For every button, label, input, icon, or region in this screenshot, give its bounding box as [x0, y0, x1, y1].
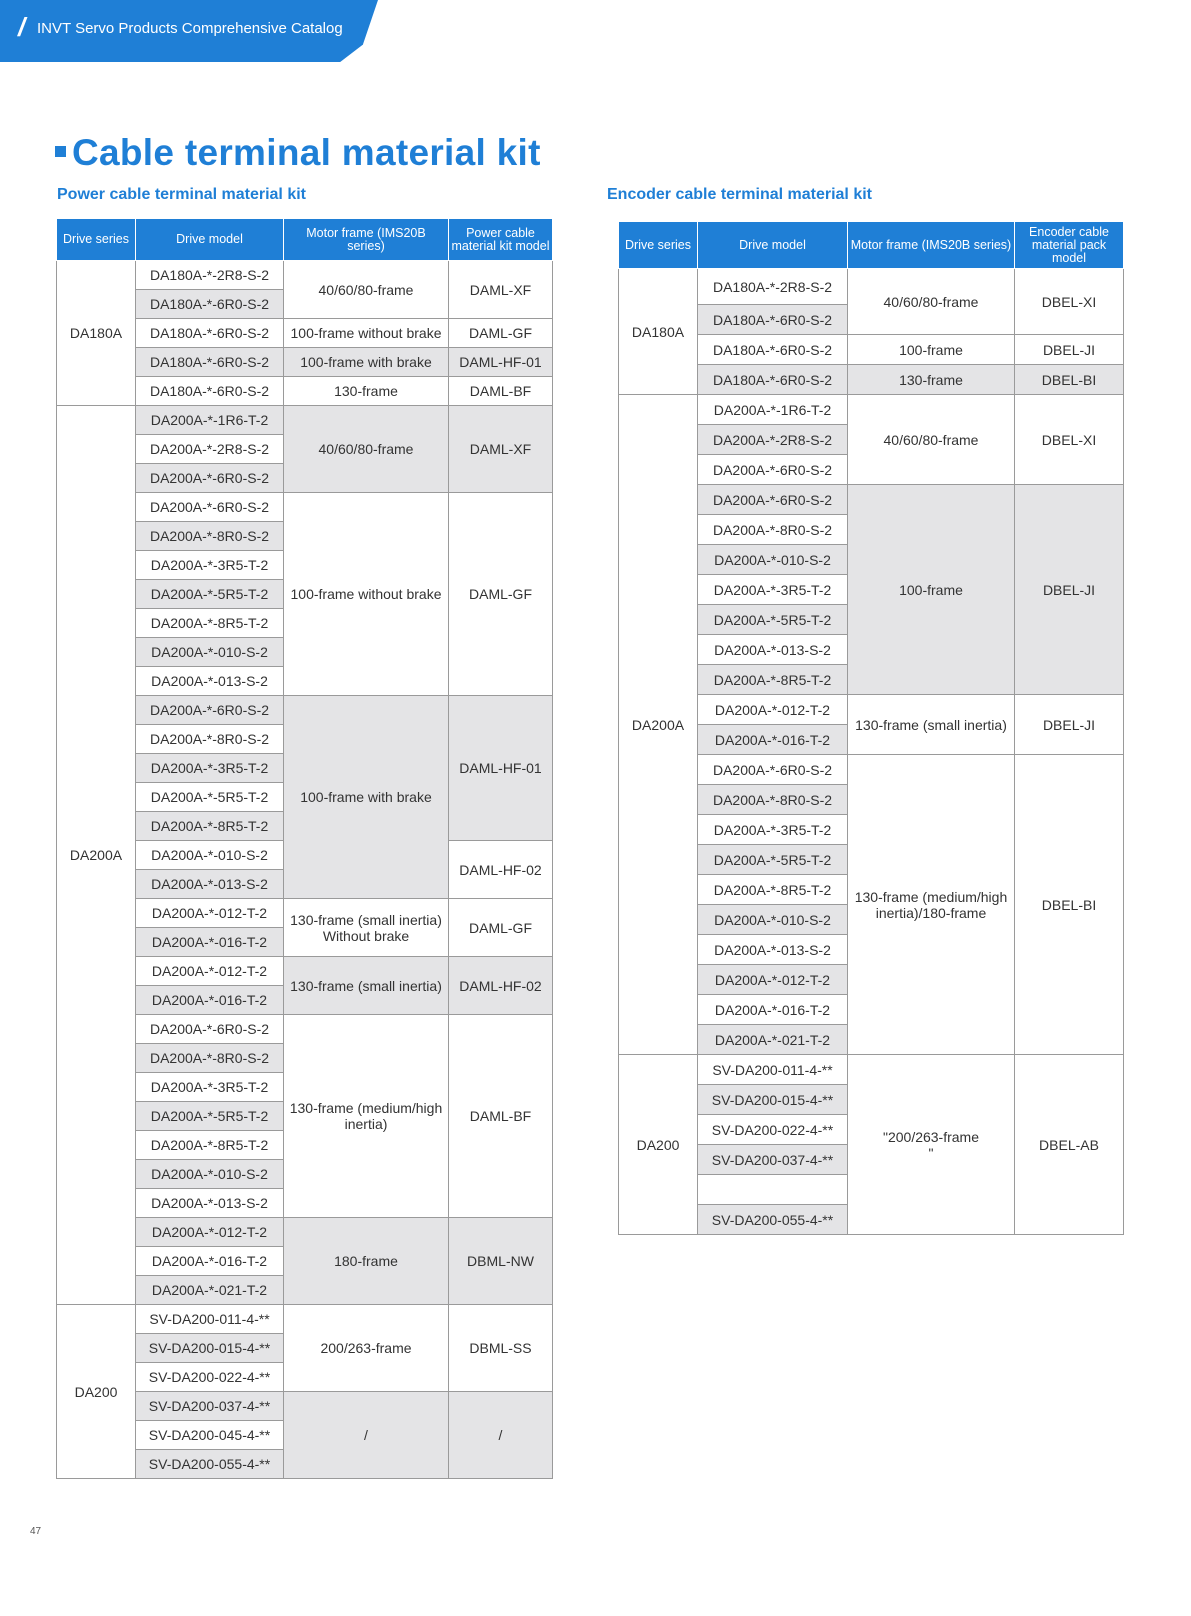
col-header-drive-series: Drive series — [57, 219, 136, 261]
drive-series-cell: DA180A — [619, 269, 698, 395]
drive-model-cell: DA200A-*-8R0-S-2 — [698, 515, 848, 545]
motor-frame-cell: 100-frame without brake — [284, 319, 449, 348]
drive-series-cell: DA200A — [619, 395, 698, 1055]
drive-model-cell: DA200A-*-5R5-T-2 — [136, 783, 284, 812]
drive-series-cell: DA180A — [57, 261, 136, 406]
drive-model-cell: DA180A-*-6R0-S-2 — [136, 319, 284, 348]
col-header-motor-frame: Motor frame (IMS20B series) — [284, 219, 449, 261]
motor-frame-cell: 130-frame — [848, 365, 1015, 395]
drive-model-cell: DA200A-*-013-S-2 — [136, 870, 284, 899]
drive-model-cell: SV-DA200-011-4-** — [136, 1305, 284, 1334]
drive-model-cell: DA200A-*-013-S-2 — [698, 935, 848, 965]
drive-model-cell: DA180A-*-6R0-S-2 — [136, 290, 284, 319]
drive-model-cell: DA200A-*-8R5-T-2 — [698, 665, 848, 695]
drive-model-cell: DA200A-*-8R5-T-2 — [698, 875, 848, 905]
kit-model-cell: / — [449, 1392, 553, 1479]
motor-frame-cell: 130-frame — [284, 377, 449, 406]
drive-model-cell: DA200A-*-6R0-S-2 — [136, 464, 284, 493]
motor-frame-cell: 100-frame — [848, 335, 1015, 365]
table-row — [619, 395, 1124, 425]
drive-model-cell: DA200A-*-3R5-T-2 — [136, 551, 284, 580]
drive-model-cell: DA200A-*-012-T-2 — [136, 957, 284, 986]
page-title — [55, 132, 541, 174]
kit-model-cell: DBEL-JI — [1015, 335, 1124, 365]
drive-model-cell: DA200A-*-3R5-T-2 — [698, 815, 848, 845]
drive-model-cell: DA200A-*-6R0-S-2 — [136, 493, 284, 522]
drive-model-cell: DA200A-*-3R5-T-2 — [136, 754, 284, 783]
kit-model-cell: DBEL-BI — [1015, 755, 1124, 1055]
page-number: 47 — [30, 1526, 42, 1537]
drive-model-cell: DA200A-*-016-T-2 — [136, 928, 284, 957]
kit-model-cell: DAML-HF-01 — [449, 696, 553, 841]
table-row — [619, 269, 1124, 305]
motor-frame-cell: 40/60/80-frame — [848, 395, 1015, 485]
drive-model-cell: DA200A-*-8R5-T-2 — [136, 609, 284, 638]
kit-model-cell: DAML-GF — [449, 493, 553, 696]
drive-model-cell: DA200A-*-5R5-T-2 — [136, 580, 284, 609]
encoder-kit-title: Encoder cable terminal material kit — [607, 186, 872, 203]
drive-model-cell: DA200A-*-010-S-2 — [698, 905, 848, 935]
motor-frame-cell: 130-frame (small inertia) Without brake — [284, 899, 449, 957]
motor-frame-cell: 100-frame with brake — [284, 348, 449, 377]
col-header-drive-model: Drive model — [136, 219, 284, 261]
motor-frame-cell: 130-frame (small inertia) — [284, 957, 449, 1015]
motor-frame-cell: 40/60/80-frame — [848, 269, 1015, 335]
drive-model-cell: DA200A-*-8R0-S-2 — [136, 725, 284, 754]
drive-model-cell: DA200A-*-3R5-T-2 — [698, 575, 848, 605]
kit-model-cell: DAML-HF-02 — [449, 841, 553, 899]
motor-frame-cell: 130-frame (medium/high inertia) — [284, 1015, 449, 1218]
kit-model-cell: DBEL-JI — [1015, 485, 1124, 695]
power-kit-title: Power cable terminal material kit — [57, 186, 306, 203]
kit-model-cell: DAML-HF-02 — [449, 957, 553, 1015]
drive-model-cell: SV-DA200-037-4-** — [698, 1145, 848, 1175]
motor-frame-cell: 100-frame without brake — [284, 493, 449, 696]
motor-frame-cell: 100-frame with brake — [284, 696, 449, 899]
motor-frame-cell: 130-frame (medium/high inertia)/180-frame — [848, 755, 1015, 1055]
drive-model-cell: SV-DA200-037-4-** — [136, 1392, 284, 1421]
motor-frame-cell: / — [284, 1392, 449, 1479]
drive-model-cell: DA200A-*-6R0-S-2 — [136, 1015, 284, 1044]
drive-model-cell: DA200A-*-013-S-2 — [698, 635, 848, 665]
drive-model-cell: DA200A-*-016-T-2 — [136, 1247, 284, 1276]
drive-series-cell: DA200A — [57, 406, 136, 1305]
drive-model-cell: DA200A-*-6R0-S-2 — [698, 455, 848, 485]
drive-model-cell: DA200A-*-012-T-2 — [698, 965, 848, 995]
drive-model-cell: SV-DA200-055-4-** — [136, 1450, 284, 1479]
motor-frame-cell: "200/263-frame " — [848, 1055, 1015, 1235]
drive-model-cell: DA200A-*-3R5-T-2 — [136, 1073, 284, 1102]
bullet-square-icon — [55, 146, 66, 157]
drive-model-cell: DA200A-*-016-T-2 — [136, 986, 284, 1015]
table-row — [619, 1055, 1124, 1085]
kit-model-cell: DBEL-BI — [1015, 365, 1124, 395]
drive-model-cell: DA200A-*-021-T-2 — [136, 1276, 284, 1305]
drive-model-cell: DA200A-*-6R0-S-2 — [698, 485, 848, 515]
drive-model-cell: DA200A-*-012-T-2 — [136, 1218, 284, 1247]
drive-model-cell: DA200A-*-016-T-2 — [698, 995, 848, 1025]
kit-model-cell: DBEL-XI — [1015, 395, 1124, 485]
drive-model-cell: DA200A-*-8R0-S-2 — [698, 785, 848, 815]
motor-frame-cell: 180-frame — [284, 1218, 449, 1305]
drive-model-cell: DA200A-*-010-S-2 — [136, 638, 284, 667]
col-header-drive-series: Drive series — [619, 222, 698, 269]
motor-frame-cell: 100-frame — [848, 485, 1015, 695]
drive-model-cell: DA200A-*-2R8-S-2 — [698, 425, 848, 455]
kit-model-cell: DAML-HF-01 — [449, 348, 553, 377]
kit-model-cell: DAML-BF — [449, 1015, 553, 1218]
col-header-kit-model: Encoder cable material pack model — [1015, 222, 1124, 269]
motor-frame-cell: 40/60/80-frame — [284, 261, 449, 319]
table-row — [57, 1305, 553, 1334]
kit-model-cell: DAML-BF — [449, 377, 553, 406]
motor-frame-cell: 130-frame (small inertia) — [848, 695, 1015, 755]
drive-model-cell: DA200A-*-8R5-T-2 — [136, 812, 284, 841]
kit-model-cell: DBEL-JI — [1015, 695, 1124, 755]
drive-model-cell: SV-DA200-011-4-** — [698, 1055, 848, 1085]
kit-model-cell: DBML-NW — [449, 1218, 553, 1305]
drive-model-cell: DA180A-*-6R0-S-2 — [136, 348, 284, 377]
banner-title: INVT Servo Products Comprehensive Catalog — [37, 20, 343, 37]
kit-model-cell: DAML-XF — [449, 261, 553, 319]
kit-model-cell: DAML-GF — [449, 899, 553, 957]
drive-model-cell: DA180A-*-6R0-S-2 — [698, 335, 848, 365]
slash-icon: / — [18, 12, 26, 42]
drive-model-cell: DA180A-*-6R0-S-2 — [136, 377, 284, 406]
encoder-kit-table — [618, 221, 1124, 1235]
drive-model-cell: SV-DA200-045-4-** — [136, 1421, 284, 1450]
drive-model-cell: SV-DA200-022-4-** — [698, 1115, 848, 1145]
drive-model-cell: DA200A-*-8R5-T-2 — [136, 1131, 284, 1160]
drive-model-cell: DA180A-*-2R8-S-2 — [136, 261, 284, 290]
drive-model-cell: DA200A-*-6R0-S-2 — [136, 696, 284, 725]
drive-model-cell: DA200A-*-6R0-S-2 — [698, 755, 848, 785]
drive-model-cell: SV-DA200-055-4-** — [698, 1205, 848, 1235]
drive-model-cell: DA180A-*-2R8-S-2 — [698, 269, 848, 305]
page-title-text: Cable terminal material kit — [72, 132, 541, 173]
kit-model-cell: DBML-SS — [449, 1305, 553, 1392]
col-header-drive-model: Drive model — [698, 222, 848, 269]
drive-model-cell: DA200A-*-013-S-2 — [136, 1189, 284, 1218]
drive-series-cell: DA200 — [57, 1305, 136, 1479]
drive-model-cell: DA200A-*-1R6-T-2 — [136, 406, 284, 435]
drive-series-cell: DA200 — [619, 1055, 698, 1235]
drive-model-cell: DA200A-*-010-S-2 — [136, 841, 284, 870]
drive-model-cell — [698, 1175, 848, 1205]
drive-model-cell: DA200A-*-5R5-T-2 — [698, 605, 848, 635]
table-header-row — [57, 219, 553, 261]
drive-model-cell: DA200A-*-010-S-2 — [698, 545, 848, 575]
power-kit-table — [56, 218, 553, 1479]
kit-model-cell: DBEL-AB — [1015, 1055, 1124, 1235]
drive-model-cell: DA200A-*-1R6-T-2 — [698, 395, 848, 425]
drive-model-cell: DA200A-*-016-T-2 — [698, 725, 848, 755]
drive-model-cell: DA200A-*-5R5-T-2 — [698, 845, 848, 875]
col-header-kit-model: Power cable material kit model — [449, 219, 553, 261]
col-header-motor-frame: Motor frame (IMS20B series) — [848, 222, 1015, 269]
drive-model-cell: DA200A-*-8R0-S-2 — [136, 1044, 284, 1073]
drive-model-cell: DA200A-*-8R0-S-2 — [136, 522, 284, 551]
drive-model-cell: DA180A-*-6R0-S-2 — [698, 305, 848, 335]
motor-frame-cell: 200/263-frame — [284, 1305, 449, 1392]
table-row — [57, 406, 553, 435]
drive-model-cell: DA200A-*-2R8-S-2 — [136, 435, 284, 464]
table-header-row — [619, 222, 1124, 269]
drive-model-cell: SV-DA200-022-4-** — [136, 1363, 284, 1392]
drive-model-cell: DA200A-*-012-T-2 — [698, 695, 848, 725]
drive-model-cell: DA200A-*-5R5-T-2 — [136, 1102, 284, 1131]
drive-model-cell: SV-DA200-015-4-** — [136, 1334, 284, 1363]
kit-model-cell: DAML-GF — [449, 319, 553, 348]
table-row — [57, 261, 553, 290]
drive-model-cell: SV-DA200-015-4-** — [698, 1085, 848, 1115]
drive-model-cell: DA200A-*-010-S-2 — [136, 1160, 284, 1189]
drive-model-cell: DA200A-*-012-T-2 — [136, 899, 284, 928]
kit-model-cell: DBEL-XI — [1015, 269, 1124, 335]
drive-model-cell: DA180A-*-6R0-S-2 — [698, 365, 848, 395]
drive-model-cell: DA200A-*-021-T-2 — [698, 1025, 848, 1055]
kit-model-cell: DAML-XF — [449, 406, 553, 493]
drive-model-cell: DA200A-*-013-S-2 — [136, 667, 284, 696]
motor-frame-cell: 40/60/80-frame — [284, 406, 449, 493]
